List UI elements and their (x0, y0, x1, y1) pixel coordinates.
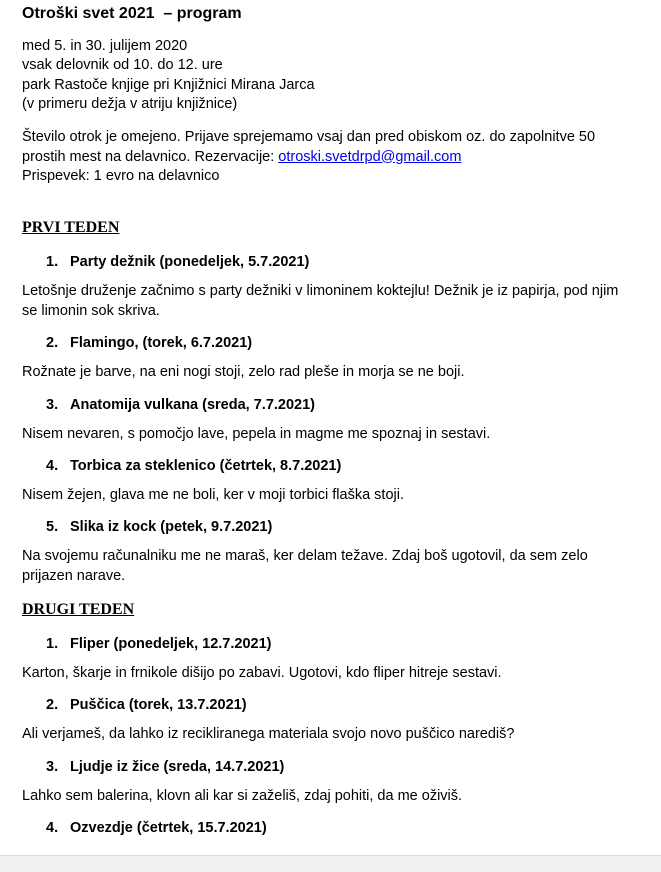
list-item-label: Fliper (ponedeljek, 12.7.2021) (70, 636, 272, 652)
list-item-description: Karton, škarje in frnikole dišijo po zabavi. Ugotovi, kdo fliper hitreje sestavi. (22, 665, 502, 681)
list-item-description: Lahko sem balerina, klovn ali kar si zaželiš, zdaj pohiti, da me oživiš. (22, 788, 463, 804)
list-item-description: Letošnje druženje začnimo s party dežniki v limoninem koktejlu! Dežnik je iz papirja, pod njim se limonin sok skriva. (22, 283, 619, 319)
list-item-description: Ali verjameš, da lahko iz recikliranega materiala svojo novo puščico narediš? (22, 726, 515, 742)
list-number: 4. (46, 458, 59, 474)
list-item-title (46, 335, 252, 351)
notice-text: Število otrok je omejeno. Prijave sprejemamo vsaj dan pred obiskom oz. do zapolnitve 50 prostih mest na delavnico. Rezervacije: (22, 129, 596, 165)
list-item-title (46, 820, 267, 836)
list-item-label: Party dežnik (ponedeljek, 5.7.2021) (70, 254, 310, 270)
page-title: Otroški svet 2021 – program (22, 5, 242, 22)
list-item-title (46, 458, 341, 474)
window-bottom-bar (0, 855, 661, 872)
list-number: 1. (46, 254, 59, 270)
info-rain-location: (v primeru dežja v atriju knjižnice) (22, 96, 238, 112)
list-number: 4. (46, 820, 59, 836)
list-item-description: Nisem žejen, glava me ne boli, ker v moji torbici flaška stoji. (22, 487, 404, 503)
week-heading-second: DRUGI TEDEN (22, 601, 135, 618)
list-item-title (46, 697, 247, 713)
list-item-label: Puščica (torek, 13.7.2021) (70, 697, 247, 713)
week-heading-first: PRVI TEDEN (22, 219, 120, 236)
info-location: park Rastoče knjige pri Knjižnici Mirana Jarca (22, 77, 315, 93)
list-item-description: Rožnate je barve, na eni nogi stoji, zelo rad pleše in morja se ne boji. (22, 364, 465, 380)
list-item-title (46, 397, 315, 413)
list-number: 2. (46, 697, 59, 713)
notice-paragraph (22, 128, 637, 167)
list-item-title (46, 759, 284, 775)
list-item-description: Nisem nevaren, s pomočjo lave, pepela in magme me spoznaj in sestavi. (22, 426, 491, 442)
list-number: 2. (46, 335, 59, 351)
reservation-email-link[interactable]: otroski.svetdrpd@gmail.com (278, 148, 462, 165)
fee-text: Prispevek: 1 evro na delavnico (22, 168, 220, 184)
info-time: vsak delovnik od 10. do 12. ure (22, 57, 223, 73)
list-item-label: Slika iz kock (petek, 9.7.2021) (70, 519, 273, 535)
list-number: 3. (46, 397, 59, 413)
list-number: 1. (46, 636, 59, 652)
list-item-title (46, 519, 272, 535)
info-date-range: med 5. in 30. julijem 2020 (22, 38, 188, 54)
list-item-title (46, 636, 271, 652)
list-number: 5. (46, 519, 59, 535)
list-item-label: Anatomija vulkana (sreda, 7.7.2021) (70, 397, 315, 413)
list-item-label: Ljudje iz žice (sreda, 14.7.2021) (70, 759, 285, 775)
list-item-title (46, 254, 309, 270)
list-number: 3. (46, 759, 59, 775)
list-item-description: Na svojemu računalniku me ne maraš, ker delam težave. Zdaj boš ugotovil, da sem zelo prijazen narave. (22, 548, 588, 584)
list-item-label: Flamingo, (torek, 6.7.2021) (70, 335, 253, 351)
list-item-label: Torbica za steklenico (četrtek, 8.7.2021) (70, 458, 342, 474)
list-item-label: Ozvezdje (četrtek, 15.7.2021) (70, 820, 267, 836)
